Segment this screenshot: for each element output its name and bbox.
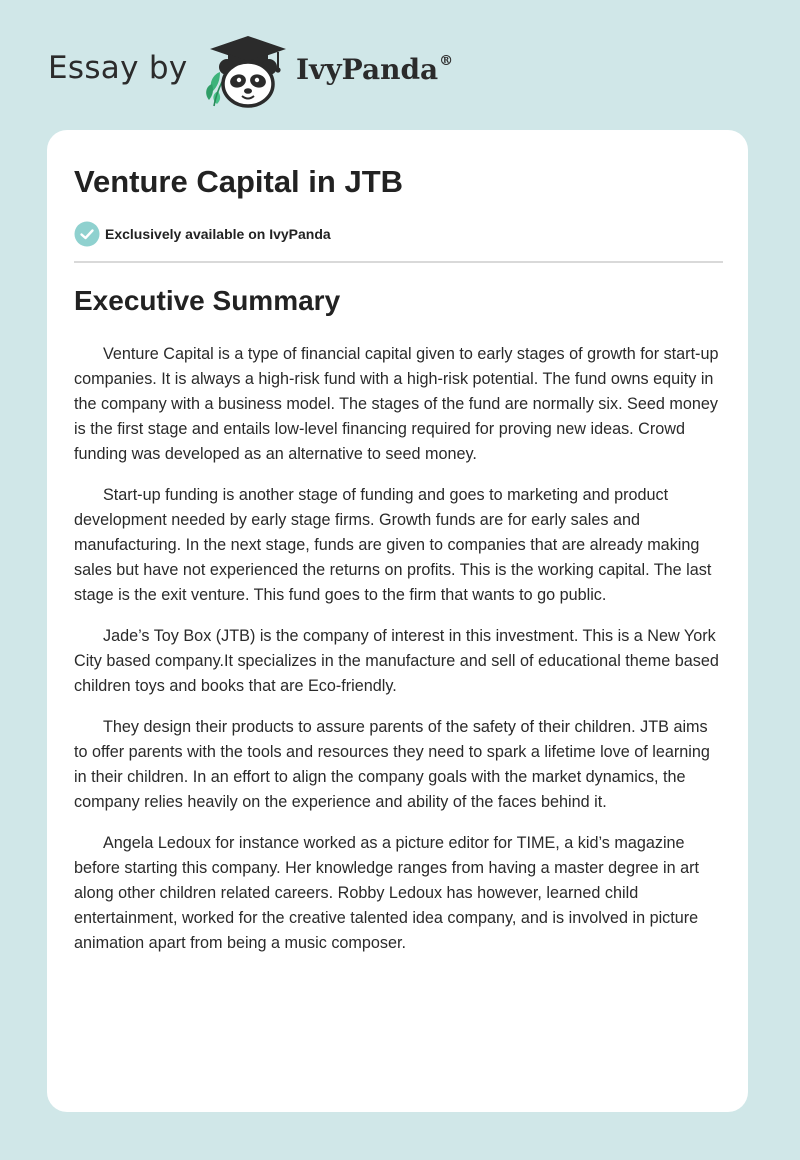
essay-paragraph: Angela Ledoux for instance worked as a picture editor for TIME, a kid’s magazine before starting this company. Her knowledge ranges from having a master degree in art along other children related careers. Robby Ledoux has however, learned child entertainment, worked for the creative talented idea company, and is involved in picture animation apart from being a music composer.	[74, 834, 700, 952]
essay-paragraph: Venture Capital is a type of financial capital given to early stages of growth for start-up companies. It is always a high-risk fund with a high-risk potential. The fund owns equity in the company with a business model. The stages of the fund are normally six. Seed money is the first stage and entails low-level financing required for proving new ideas. Crowd funding was developed as an alternative to seed money.	[74, 345, 719, 463]
ivy-leaf-icon	[206, 72, 222, 106]
essay-card	[47, 130, 748, 1112]
brand-name[interactable]	[296, 53, 453, 86]
exclusive-badge-label: Exclusively available on IvyPanda	[105, 226, 331, 242]
brand-name-text: IvyPanda	[296, 53, 439, 86]
check-circle-icon	[74, 221, 100, 247]
divider	[74, 261, 723, 263]
essay-paragraph: They design their products to assure parents of the safety of their children. JTB aims to offer parents with the tools and resources they need to spark a lifetime love of learning in their children. In an effort to align the company goals with the market dynamics, the company relies heavily on the experience and ability of the faces behind it.	[74, 718, 710, 811]
registered-mark: ®	[439, 52, 454, 69]
essay-by-label: Essay by	[48, 50, 188, 86]
site-header	[0, 0, 800, 130]
essay-paragraph: Start-up funding is another stage of funding and goes to marketing and product development needed by early stage firms. Growth funds are for early sales and manufacturing. In the next stage, funds are given to companies that are already making sales but have not experienced the returns on profits. This is the working capital. The last stage is the exit venture. This fund goes to the firm that wants to go public.	[74, 486, 712, 604]
essay-paragraph: Jade’s Toy Box (JTB) is the company of interest in this investment. This is a New York City based company.It specializes in the manufacture and sell of educational theme based children toys and books that are Eco-friendly.	[74, 627, 719, 695]
section-heading: Executive Summary	[74, 285, 341, 316]
essay-title: Venture Capital in JTB	[74, 164, 404, 199]
panda-graduate-icon[interactable]	[200, 34, 292, 110]
essay-body	[74, 342, 724, 972]
exclusive-badge	[74, 221, 331, 247]
